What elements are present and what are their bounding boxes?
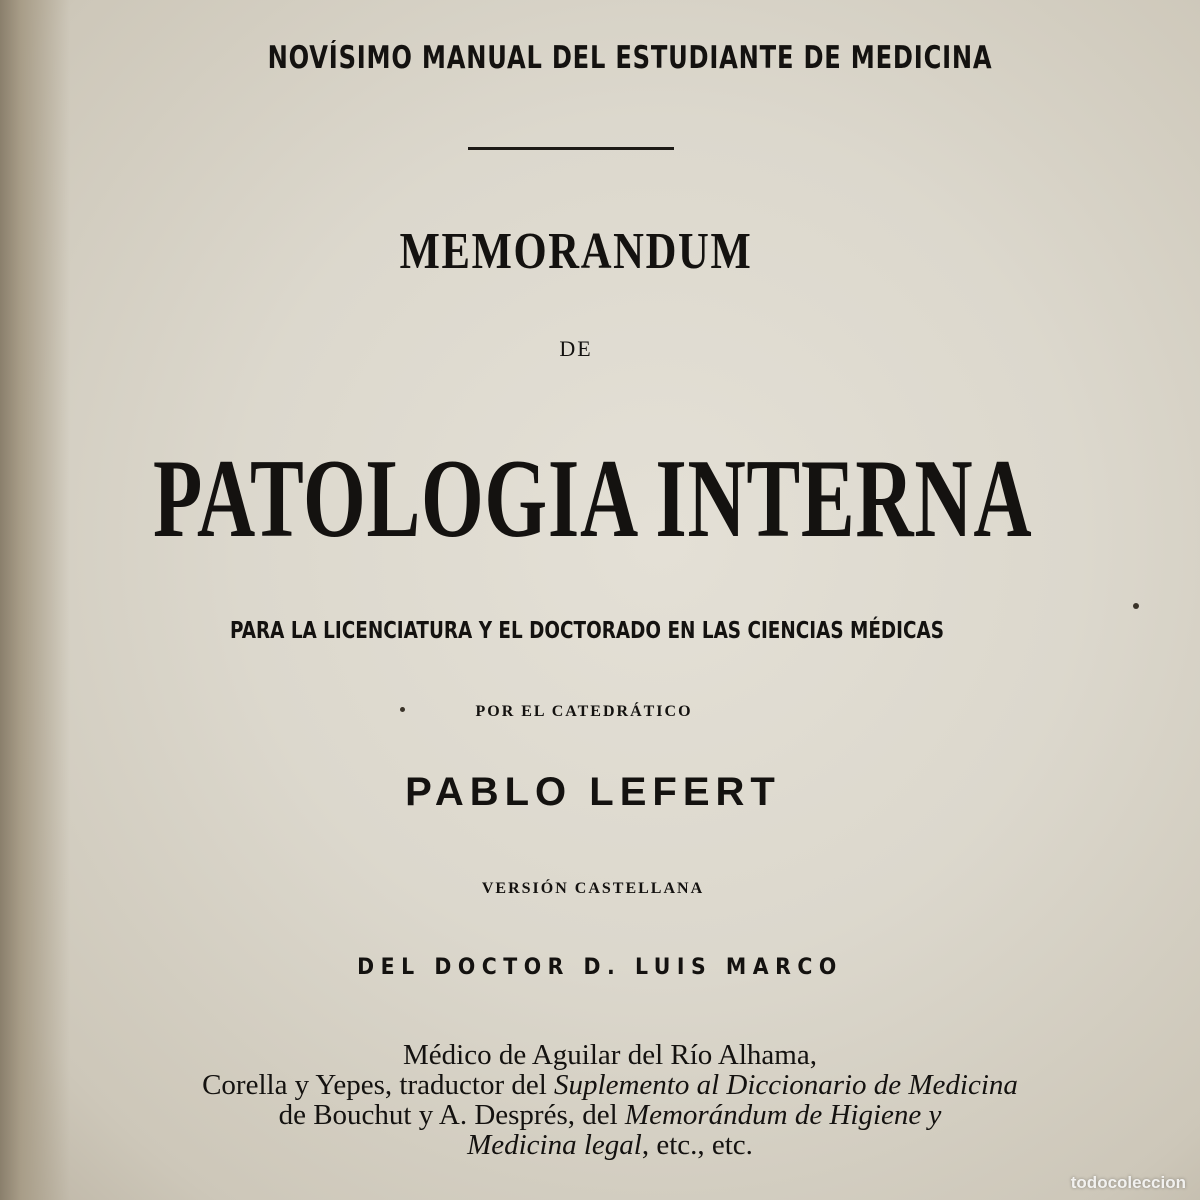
bio-line-4-text: , etc., etc. — [641, 1129, 753, 1161]
bio-line-4-italic: Medicina legal — [467, 1129, 642, 1161]
series-heading: NOVÍSIMO MANUAL DEL ESTUDIANTE DE MEDICINA — [267, 40, 993, 76]
bio-line-2-italic: Suplemento al Diccionario de Medicina — [554, 1069, 1018, 1101]
page-gutter-shadow — [0, 0, 70, 1200]
bio-line-1: Médico de Aguilar del Río Alhama, — [403, 1039, 817, 1071]
paper-speck — [400, 707, 405, 712]
bio-line-4 — [130, 1130, 1090, 1160]
bio-line-2-text: Corella y Yepes, traductor del — [202, 1069, 555, 1101]
subtitle: PARA LA LICENCIATURA Y EL DOCTORADO EN LAS CIENCIAS MÉDICAS — [229, 618, 945, 644]
decorative-rule — [468, 147, 674, 150]
bio-line-3-italic: Memorándum de Higiene y — [624, 1099, 942, 1131]
de-connector: DE — [559, 336, 593, 361]
bio-line-3-text: de Bouchut y A. Després, del — [278, 1099, 625, 1131]
watermark-text: todocoleccion — [1070, 1173, 1186, 1192]
bio-line-2 — [130, 1070, 1090, 1100]
paper-speck — [1133, 603, 1139, 609]
translator-line: DEL DOCTOR D. LUIS MARCO — [357, 955, 843, 980]
bio-line-3 — [130, 1100, 1090, 1130]
translator-bio — [130, 1040, 1090, 1160]
memorandum-heading: MEMORANDUM — [399, 223, 753, 280]
author-prefix: POR EL CATEDRÁTICO — [475, 703, 693, 720]
main-title: PATOLOGIA INTERNA — [152, 437, 1033, 561]
author-name: PABLO LEFERT — [405, 770, 781, 814]
version-line: VERSIÓN CASTELLANA — [481, 880, 705, 897]
